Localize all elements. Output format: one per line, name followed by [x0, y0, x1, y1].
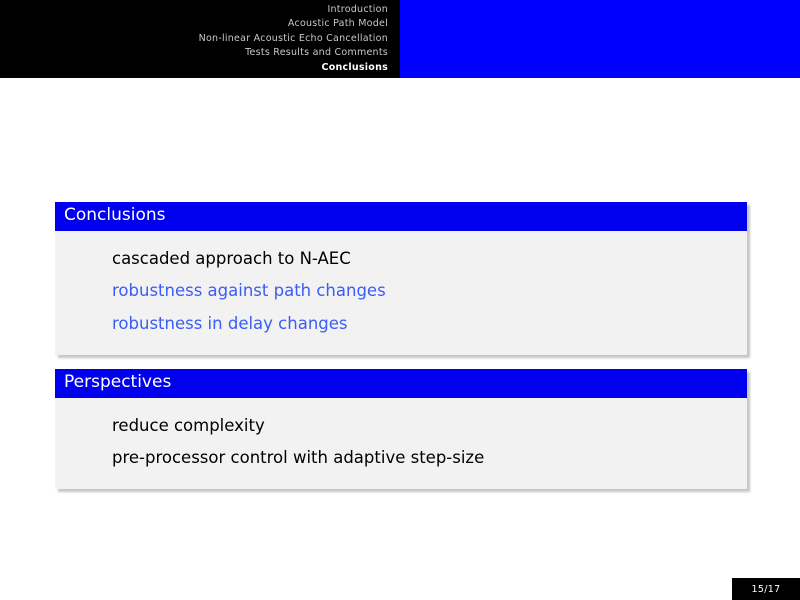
slide-header	[0, 0, 800, 78]
list-item: robustness against path changes	[112, 281, 386, 301]
list-item: robustness in delay changes	[112, 314, 348, 334]
nav-item-non-linear-acoustic-echo-cancellation[interactable]: Non-linear Acoustic Echo Cancellation	[198, 32, 388, 44]
list-item: reduce complexity	[112, 415, 265, 435]
nav-item-introduction[interactable]: Introduction	[327, 4, 388, 15]
block-perspectives-body	[55, 398, 747, 489]
nav-item-conclusions[interactable]: Conclusions	[321, 61, 388, 73]
block-conclusions	[55, 202, 747, 355]
navigation-outline	[0, 3, 388, 75]
list-item: pre-processor control with adaptive step-size	[112, 448, 485, 468]
nav-item-tests-results-and-comments[interactable]: Tests Results and Comments	[245, 47, 388, 59]
block-conclusions-title: Conclusions	[55, 202, 747, 231]
page-indicator: 15/17	[732, 578, 800, 600]
block-conclusions-body	[55, 231, 747, 355]
list-item: cascaded approach to N-AEC	[112, 248, 351, 268]
block-perspectives	[55, 369, 747, 489]
block-perspectives-title: Perspectives	[55, 369, 747, 398]
slide-footer	[0, 578, 800, 600]
nav-item-acoustic-path-model[interactable]: Acoustic Path Model	[287, 18, 388, 30]
